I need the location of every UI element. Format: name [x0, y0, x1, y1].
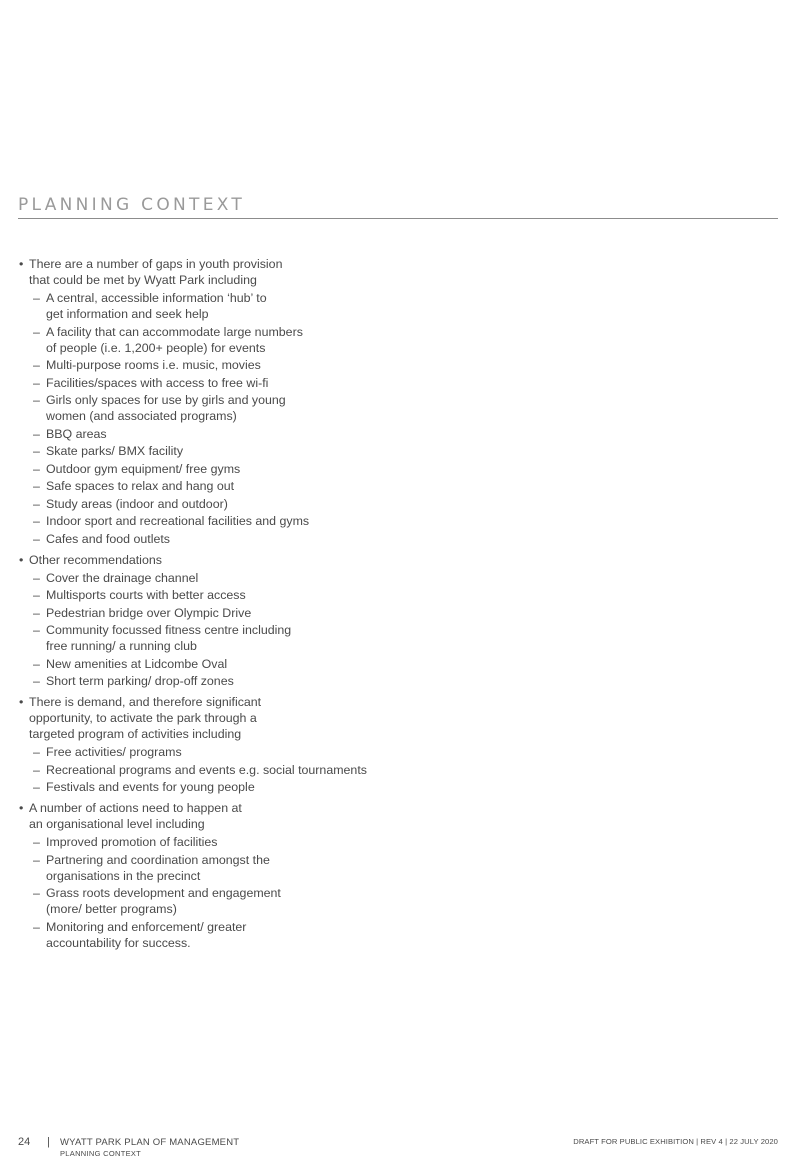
sub-item-line: Multi-purpose rooms i.e. music, movies — [46, 358, 261, 372]
sub-item-line: Study areas (indoor and outdoor) — [46, 496, 228, 511]
sub-list-item — [18, 513, 438, 529]
sub-item-line: Outdoor gym equipment/ free gyms — [46, 461, 241, 476]
sub-list-item — [18, 673, 438, 689]
bullet-item — [18, 694, 438, 742]
bullet-content — [18, 256, 438, 956]
bullet-group — [18, 256, 438, 547]
sub-list-item — [18, 744, 438, 760]
footer-separator: | — [47, 1136, 50, 1148]
bullet-item — [18, 256, 438, 288]
bullet-line: There is demand, and therefore significant — [29, 695, 262, 709]
bullet-group — [18, 800, 438, 951]
sub-list — [18, 570, 438, 690]
sub-item-line: Community focussed fitness centre including — [46, 623, 292, 637]
bullet-item — [18, 552, 438, 568]
sub-list-item — [18, 375, 438, 391]
document-section: PLANNING CONTEXT — [60, 1149, 142, 1158]
sub-list — [18, 744, 438, 795]
sub-list-item — [18, 587, 438, 603]
sub-list-item — [18, 443, 438, 459]
sub-item-line: BBQ areas — [46, 426, 107, 441]
sub-list-item — [18, 834, 438, 850]
sub-item-line: New amenities at Lidcombe Oval — [46, 656, 228, 671]
bullet-line: There are a number of gaps in youth provision — [29, 257, 283, 271]
sub-list-item — [18, 919, 438, 951]
sub-item-line: Free activities/ programs — [46, 745, 182, 759]
sub-item-line: women (and associated programs) — [46, 409, 237, 423]
sub-item-line: Festivals and events for young people — [46, 780, 255, 794]
sub-item-line: Safe spaces to relax and hang out — [46, 479, 235, 493]
section-title: PLANNING CONTEXT — [18, 195, 246, 215]
bullet-line: Other recommendations — [29, 552, 162, 567]
title-divider — [18, 218, 778, 219]
sub-list-item — [18, 392, 438, 424]
sub-list-item — [18, 622, 438, 654]
bullet-line: A number of actions need to happen at — [29, 801, 242, 815]
sub-item-line: accountability for success. — [46, 935, 191, 950]
bullet-line: an organisational level including — [29, 817, 205, 831]
sub-item-line: Indoor sport and recreational facilities and gyms — [46, 514, 310, 528]
sub-item-line: get information and seek help — [46, 307, 209, 321]
document-title: WYATT PARK PLAN OF MANAGEMENT — [60, 1137, 240, 1148]
sub-list — [18, 834, 438, 951]
sub-item-line: Cover the drainage channel — [46, 570, 199, 585]
sub-list-item — [18, 605, 438, 621]
sub-item-line: A facility that can accommodate large numbers — [46, 324, 303, 339]
page-number: 24 — [18, 1136, 31, 1148]
sub-item-line: Girls only spaces for use by girls and young — [46, 393, 286, 407]
sub-list-item — [18, 762, 438, 778]
bullet-line: targeted program of activities including — [29, 727, 242, 741]
sub-item-line: Facilities/spaces with access to free wi-fi — [46, 375, 269, 390]
sub-item-line: Improved promotion of facilities — [46, 835, 218, 849]
bullet-group — [18, 694, 438, 795]
sub-item-line: A central, accessible information ‘hub’ to — [46, 291, 267, 305]
sub-list-item — [18, 852, 438, 884]
sub-item-line: of people (i.e. 1,200+ people) for events — [46, 340, 266, 355]
sub-item-line: organisations in the precinct — [46, 868, 201, 883]
bullet-group — [18, 552, 438, 690]
sub-item-line: Grass roots development and engagement — [46, 886, 281, 900]
sub-list-item — [18, 461, 438, 477]
sub-item-line: Partnering and coordination amongst the — [46, 852, 270, 867]
page-footer — [18, 1136, 778, 1158]
sub-item-line: free running/ a running club — [46, 639, 197, 653]
sub-list-item — [18, 324, 438, 356]
sub-list-item — [18, 426, 438, 442]
sub-list-item — [18, 656, 438, 672]
sub-list-item — [18, 779, 438, 795]
bullet-item — [18, 800, 438, 832]
sub-item-line: Cafes and food outlets — [46, 531, 170, 546]
sub-item-line: (more/ better programs) — [46, 902, 177, 916]
document-status: DRAFT FOR PUBLIC EXHIBITION | REV 4 | 22 JULY 2020 — [573, 1137, 778, 1146]
sub-list — [18, 290, 438, 547]
sub-item-line: Skate parks/ BMX facility — [46, 444, 184, 458]
sub-list-item — [18, 885, 438, 917]
sub-item-line: Multisports courts with better access — [46, 588, 246, 602]
sub-list-item — [18, 570, 438, 586]
sub-item-line: Monitoring and enforcement/ greater — [46, 919, 247, 934]
bullet-line: that could be met by Wyatt Park including — [29, 273, 257, 287]
sub-list-item — [18, 478, 438, 494]
sub-item-line: Short term parking/ drop-off zones — [46, 674, 234, 688]
sub-list-item — [18, 531, 438, 547]
bullet-line: opportunity, to activate the park through a — [29, 711, 257, 725]
sub-item-line: Recreational programs and events e.g. social tournaments — [46, 762, 367, 777]
sub-list-item — [18, 496, 438, 512]
sub-list-item — [18, 290, 438, 322]
sub-item-line: Pedestrian bridge over Olympic Drive — [46, 605, 252, 620]
sub-list-item — [18, 357, 438, 373]
